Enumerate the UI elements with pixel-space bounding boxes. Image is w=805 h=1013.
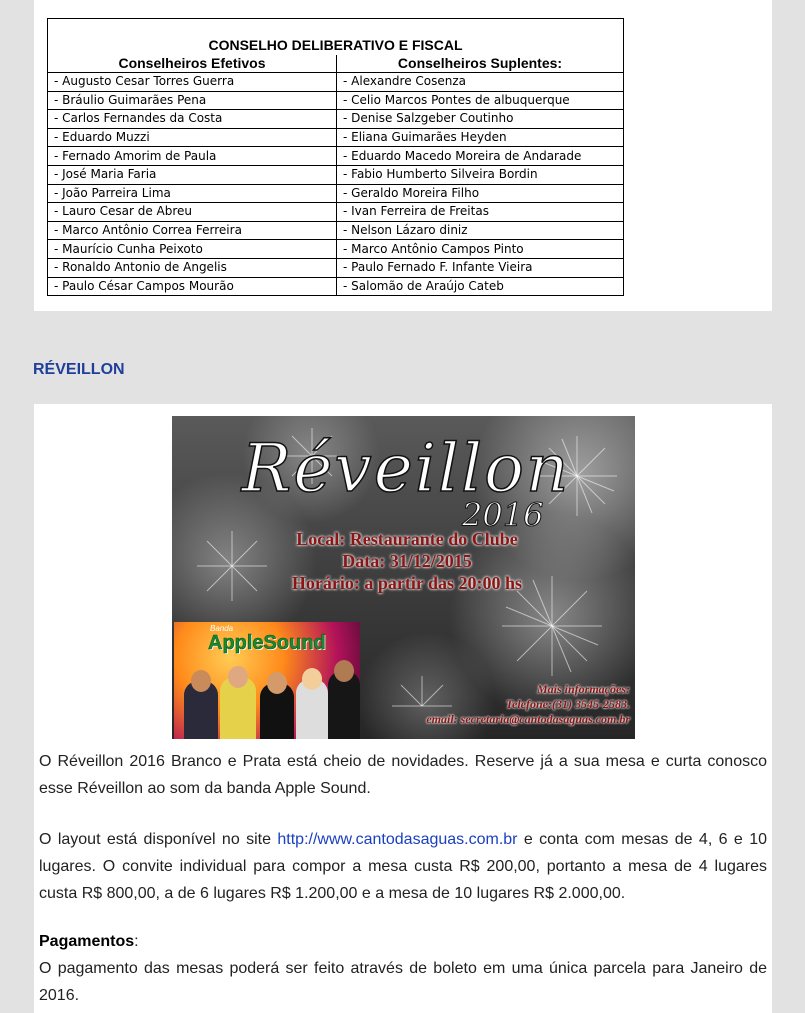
club-website-link[interactable]: http://www.cantodasaguas.com.br <box>277 831 518 848</box>
band-member-head <box>302 668 322 690</box>
substitute-members-header: Conselheiros Suplentes: <box>337 55 624 73</box>
table-row <box>48 128 624 147</box>
table-row <box>48 165 624 184</box>
layout-text-after: e conta com mesas de 4, 6 e 10 lugares. O convite individual para compor a mesa custa R$ 200,00, portanto a mesa de 4 lugares custa R$ 800,00, a de 6 lugares R$ 1.200,00 e a mesa de 10 lugares R$ 2.000,00. <box>39 831 767 902</box>
payments-paragraph: O pagamento das mesas poderá ser feito através de boleto em uma única parcela para Janeiro de 2016. <box>39 960 767 1004</box>
band-member-head <box>267 672 287 694</box>
table-row <box>48 258 624 277</box>
reveillon-intro-paragraph: O Réveillon 2016 Branco e Prata está cheio de novidades. Reserve já a sua mesa e curta conosco esse Réveillon ao som da banda Apple Sound. <box>39 753 767 797</box>
effective-member: - Marco Antônio Correa Ferreira <box>48 221 337 240</box>
section-title-reveillon: RÉVEILLON <box>33 361 125 378</box>
table-row <box>48 110 624 129</box>
poster-contact-email: email: secretaria@cantodasaguas.com.br <box>426 712 630 726</box>
substitute-member: - Eliana Guimarães Heyden <box>337 128 624 147</box>
effective-member: - Augusto Cesar Torres Guerra <box>48 73 337 92</box>
substitute-member: - Denise Salzgeber Coutinho <box>337 110 624 129</box>
reveillon-layout-paragraph <box>39 826 767 907</box>
poster-date: Data: 31/12/2015 <box>342 551 472 571</box>
effective-member: - Lauro Cesar de Abreu <box>48 203 337 222</box>
poster-year: 2016 <box>462 496 544 534</box>
effective-member: - Maurício Cunha Peixoto <box>48 240 337 259</box>
council-table <box>47 18 624 296</box>
poster-contact-phone: Telefone:(31) 3545-2583. <box>505 697 630 711</box>
substitute-member: - Geraldo Moreira Filho <box>337 184 624 203</box>
table-row <box>48 73 624 92</box>
table-row <box>48 240 624 259</box>
band-member-head <box>228 666 248 688</box>
table-row <box>48 91 624 110</box>
effective-members-header: Conselheiros Efetivos <box>48 55 337 73</box>
table-row <box>48 203 624 222</box>
poster-event-info <box>262 528 552 594</box>
effective-member: - Fernado Amorim de Paula <box>48 147 337 166</box>
poster-title: Réveillon <box>241 430 571 507</box>
reveillon-poster <box>172 416 635 739</box>
poster-local: Local: Restaurante do Clube <box>296 529 518 549</box>
band-logo: AppleSound <box>208 632 326 654</box>
effective-member: - Bráulio Guimarães Pena <box>48 91 337 110</box>
band-photo <box>174 622 360 739</box>
effective-member: - Carlos Fernandes da Costa <box>48 110 337 129</box>
council-table-body <box>48 73 624 296</box>
effective-member: - João Parreira Lima <box>48 184 337 203</box>
payments-colon: : <box>134 933 139 950</box>
substitute-member: - Eduardo Macedo Moreira de Andarade <box>337 147 624 166</box>
council-table-title: CONSELHO DELIBERATIVO E FISCAL <box>48 19 624 56</box>
poster-contact-info <box>350 682 630 727</box>
layout-text-before: O layout está disponível no site <box>39 831 278 848</box>
payments-heading <box>39 928 767 955</box>
band-prefix: Banda <box>210 624 234 633</box>
band-member-head <box>334 660 354 682</box>
poster-contact-title: Mais informações: <box>537 682 630 696</box>
substitute-member: - Fabio Humberto Silveira Bordin <box>337 165 624 184</box>
effective-member: - Paulo César Campos Mourão <box>48 277 337 296</box>
effective-member: - José Maria Faria <box>48 165 337 184</box>
band-member-head <box>191 670 211 692</box>
table-row <box>48 184 624 203</box>
substitute-member: - Salomão de Araújo Cateb <box>337 277 624 296</box>
substitute-member: - Alexandre Cosenza <box>337 73 624 92</box>
substitute-member: - Marco Antônio Campos Pinto <box>337 240 624 259</box>
table-row <box>48 277 624 296</box>
effective-member: - Ronaldo Antonio de Angelis <box>48 258 337 277</box>
poster-time: Horário: a partir das 20:00 hs <box>291 573 523 593</box>
substitute-member: - Ivan Ferreira de Freitas <box>337 203 624 222</box>
substitute-member: - Nelson Lázaro diniz <box>337 221 624 240</box>
payments-label: Pagamentos <box>39 933 135 950</box>
table-row <box>48 147 624 166</box>
substitute-member: - Celio Marcos Pontes de albuquerque <box>337 91 624 110</box>
table-row <box>48 221 624 240</box>
substitute-member: - Paulo Fernado F. Infante Vieira <box>337 258 624 277</box>
effective-member: - Eduardo Muzzi <box>48 128 337 147</box>
